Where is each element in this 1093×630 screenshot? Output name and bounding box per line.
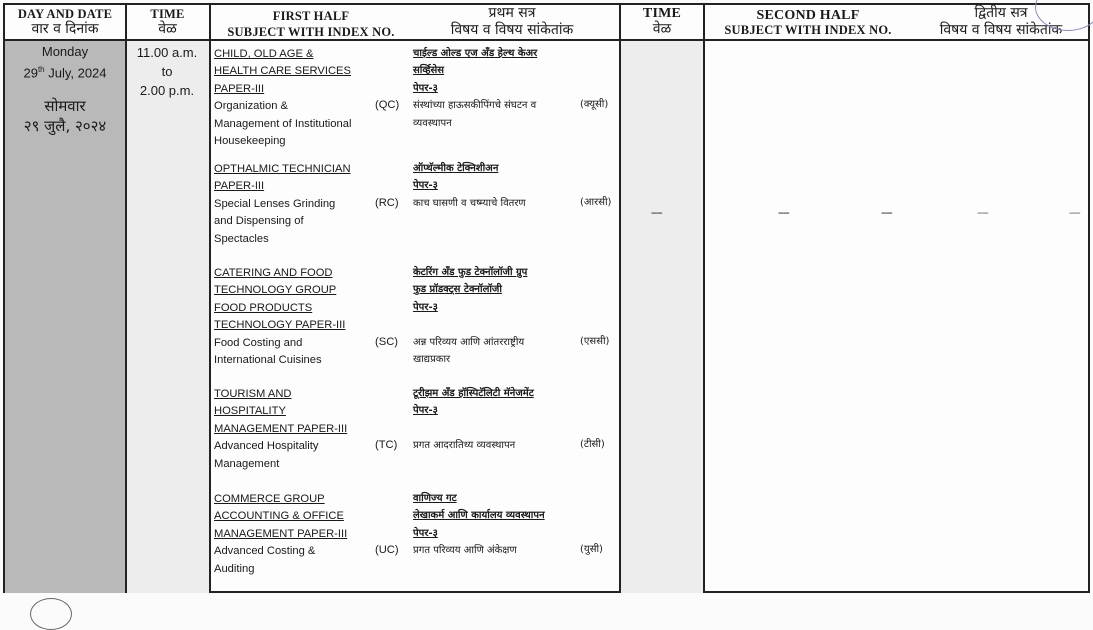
subject-title-line: OPTHALMIC TECHNICIAN <box>214 163 351 175</box>
subject-block-mr <box>413 490 588 560</box>
subject-index-code: (QC) <box>375 99 400 112</box>
day-weekday-mr: सोमवार <box>44 97 86 115</box>
header-second-half-label: SECOND HALF <box>756 8 860 23</box>
header-day-date-en: DAY AND DATE <box>17 7 113 21</box>
time2-column-shade <box>621 41 703 593</box>
header-subject2-label: SUBJECT WITH INDEX NO. <box>724 23 892 37</box>
subject-paper-line: Advanced Costing & <box>214 545 316 558</box>
subject-title-line: TOURISM AND <box>214 388 292 400</box>
subject-title-line: HEALTH CARE SERVICES <box>214 65 351 78</box>
header-second-half-en <box>705 9 911 37</box>
header-divider <box>5 39 1088 41</box>
subject-paper-line: Organization & <box>214 100 289 113</box>
subject-mr-title-line: पेपर-३ <box>413 301 438 313</box>
spacer <box>413 420 588 437</box>
subject-title-line: HOSPITALITY <box>214 405 286 418</box>
subject-block-en <box>214 265 404 369</box>
subject-mr-index-code: (क्यूसी) <box>580 99 609 111</box>
subject-mr-paper-line: संस्थांच्या हाऊसकीपिंगचे संघटन व <box>413 100 537 112</box>
subject-mr-index-code: (टीसी) <box>580 439 605 451</box>
subject-paper-line: Special Lenses Grinding <box>214 197 336 210</box>
subject-mr-paper-line: प्रगत परिव्यय आणि अंकेक्षण <box>413 545 517 557</box>
header-time <box>126 7 209 38</box>
subject-paper-line: Management <box>214 457 280 470</box>
header-subject-label: SUBJECT WITH INDEX NO. <box>227 25 395 39</box>
time-start: 11.00 a.m. <box>136 45 198 60</box>
col-divider-3 <box>619 5 621 591</box>
subject-index-code: (RC) <box>375 196 399 209</box>
subject-title-line: TECHNOLOGY PAPER-III <box>214 319 346 332</box>
subject-mr-paper-line: अन्न परिव्यय आणि आंतरराष्ट्रीय <box>413 336 525 348</box>
day-date-en <box>5 61 125 81</box>
subject-mr-title-line: ऑप्थॅल्मीक टेक्निशीअन <box>413 163 499 174</box>
subject-mr-title-line: लेखाकर्म आणि कार्यालय व्यवस्थापन <box>413 510 545 522</box>
time-to: to <box>161 64 173 79</box>
subject-title-line: PAPER-III <box>214 82 265 95</box>
subject-paper-line: Food Costing and <box>214 336 303 349</box>
bottom-seal-stamp <box>30 598 72 630</box>
subject-mr-title-line: पेपर-३ <box>413 527 438 539</box>
subject-mr-title-line: फुड प्रॉडक्ट्स टेक्नॉलॉजी <box>413 284 502 296</box>
header-first-half-label: FIRST HALF <box>272 9 350 23</box>
second-half-time-dash: ---- <box>651 207 662 219</box>
subject-paper-line: and Dispensing of <box>214 215 304 228</box>
header-time2-en: TIME <box>642 6 682 21</box>
subject-mr-title-line: पेपर-३ <box>413 82 438 94</box>
subject-title-line: CATERING AND FOOD <box>214 267 333 279</box>
subject-paper-line: International Cuisines <box>214 354 322 367</box>
subject-paper-line: Housekeeping <box>214 135 286 148</box>
second-half-code-dash: ---- <box>881 207 892 219</box>
subject-index-code: (SC) <box>375 335 398 348</box>
subject-title-line: PAPER-III <box>214 180 265 193</box>
day-date-mr: २९ जुलै, २०२४ <box>23 117 107 135</box>
time-column-shade <box>127 41 209 593</box>
subject-block-mr <box>413 160 588 212</box>
second-half-subject-dash: ---- <box>778 207 789 219</box>
header-first-half-mr <box>405 5 619 39</box>
timetable-sheet <box>3 3 1090 593</box>
subject-title-line: FOOD PRODUCTS <box>214 301 313 314</box>
subject-title-line: TECHNOLOGY GROUP <box>214 284 337 297</box>
subject-title-line: MANAGEMENT PAPER-III <box>214 422 348 435</box>
subject-mr-title-line: टूरीझम अँड हॉस्पिटॅलिटी मॅनेजमेंट <box>413 388 534 399</box>
header-second-half-mr-label: द्वितीय सत्र <box>974 5 1028 21</box>
header-time-mr: वेळ <box>158 21 177 37</box>
subject-block-mr <box>413 385 588 455</box>
col-divider-4 <box>703 5 705 591</box>
subject-block-en <box>214 491 404 578</box>
subject-title-line: COMMERCE GROUP <box>214 493 325 505</box>
subject-mr-index-code: (एससी) <box>580 335 610 347</box>
subject-mr-title-line: पेपर-३ <box>413 180 438 192</box>
second-half-mr-code-dash: ---- <box>1069 207 1080 219</box>
subject-title-line: CHILD, OLD AGE & <box>214 48 314 60</box>
subject-block-mr <box>413 45 588 132</box>
header-day-date <box>5 7 125 38</box>
subject-title-line: MANAGEMENT PAPER-III <box>214 527 348 540</box>
day-date-day: 29 <box>23 65 38 81</box>
subject-mr-title-line: सर्व्हिसेस <box>413 65 445 77</box>
subject-mr-title-line: केटरिंग अँड फुड टेक्नॉलॉजी ग्रुप <box>413 267 528 278</box>
subject-mr-index-code: (युसी) <box>580 544 603 556</box>
day-weekday-en: Monday <box>41 44 89 59</box>
subject-paper-line: Spectacles <box>214 232 269 245</box>
subject-block-mr <box>413 264 588 368</box>
subject-paper-line: Management of Institutional <box>214 117 352 130</box>
day-date-suffix: th <box>37 65 45 74</box>
subject-paper-line: Advanced Hospitality <box>214 440 319 453</box>
header-first-half-en <box>211 9 411 39</box>
subject-mr-title-line: पेपर-३ <box>413 405 438 417</box>
header-time2-mr: वेळ <box>652 21 672 37</box>
subject-mr-title-line: वाणिज्य गट <box>413 493 457 504</box>
subject-title-line: ACCOUNTING & OFFICE <box>214 510 344 523</box>
subject-index-code: (UC) <box>375 544 399 557</box>
subject-mr-title-line: चाईल्ड ओल्ड एज अँड हेल्थ केअर <box>413 48 538 59</box>
day-date-rest: July, 2024 <box>44 65 107 81</box>
subject-index-code: (TC) <box>375 439 398 452</box>
col-divider-2 <box>209 5 211 591</box>
subject-mr-paper-line: व्यवस्थापन <box>413 117 452 129</box>
header-day-date-mr: वार व दिनांक <box>31 21 99 37</box>
subject-mr-paper-line: काच घासणी व चष्म्याचे वितरण <box>413 197 526 209</box>
subject-block-en <box>214 386 404 473</box>
second-half-mr-subject-dash: ---- <box>977 207 988 219</box>
subject-mr-paper-line: खाद्यप्रकार <box>413 354 451 366</box>
header-subject2-mr-label: विषय व विषय सांकेतांक <box>939 22 1063 38</box>
subject-paper-line: Auditing <box>214 562 255 575</box>
subject-mr-index-code: (आरसी) <box>580 196 612 208</box>
spacer <box>413 316 588 333</box>
header-subject-mr-label: विषय व विषय सांकेतांक <box>450 22 574 38</box>
subject-mr-paper-line: प्रगत आदरातिथ्य व्यवस्थापन <box>413 440 516 452</box>
header-time-en: TIME <box>150 7 185 21</box>
header-time2 <box>620 7 704 38</box>
header-first-half-mr-label: प्रथम सत्र <box>488 5 536 21</box>
time-end: 2.00 p.m. <box>139 83 195 98</box>
